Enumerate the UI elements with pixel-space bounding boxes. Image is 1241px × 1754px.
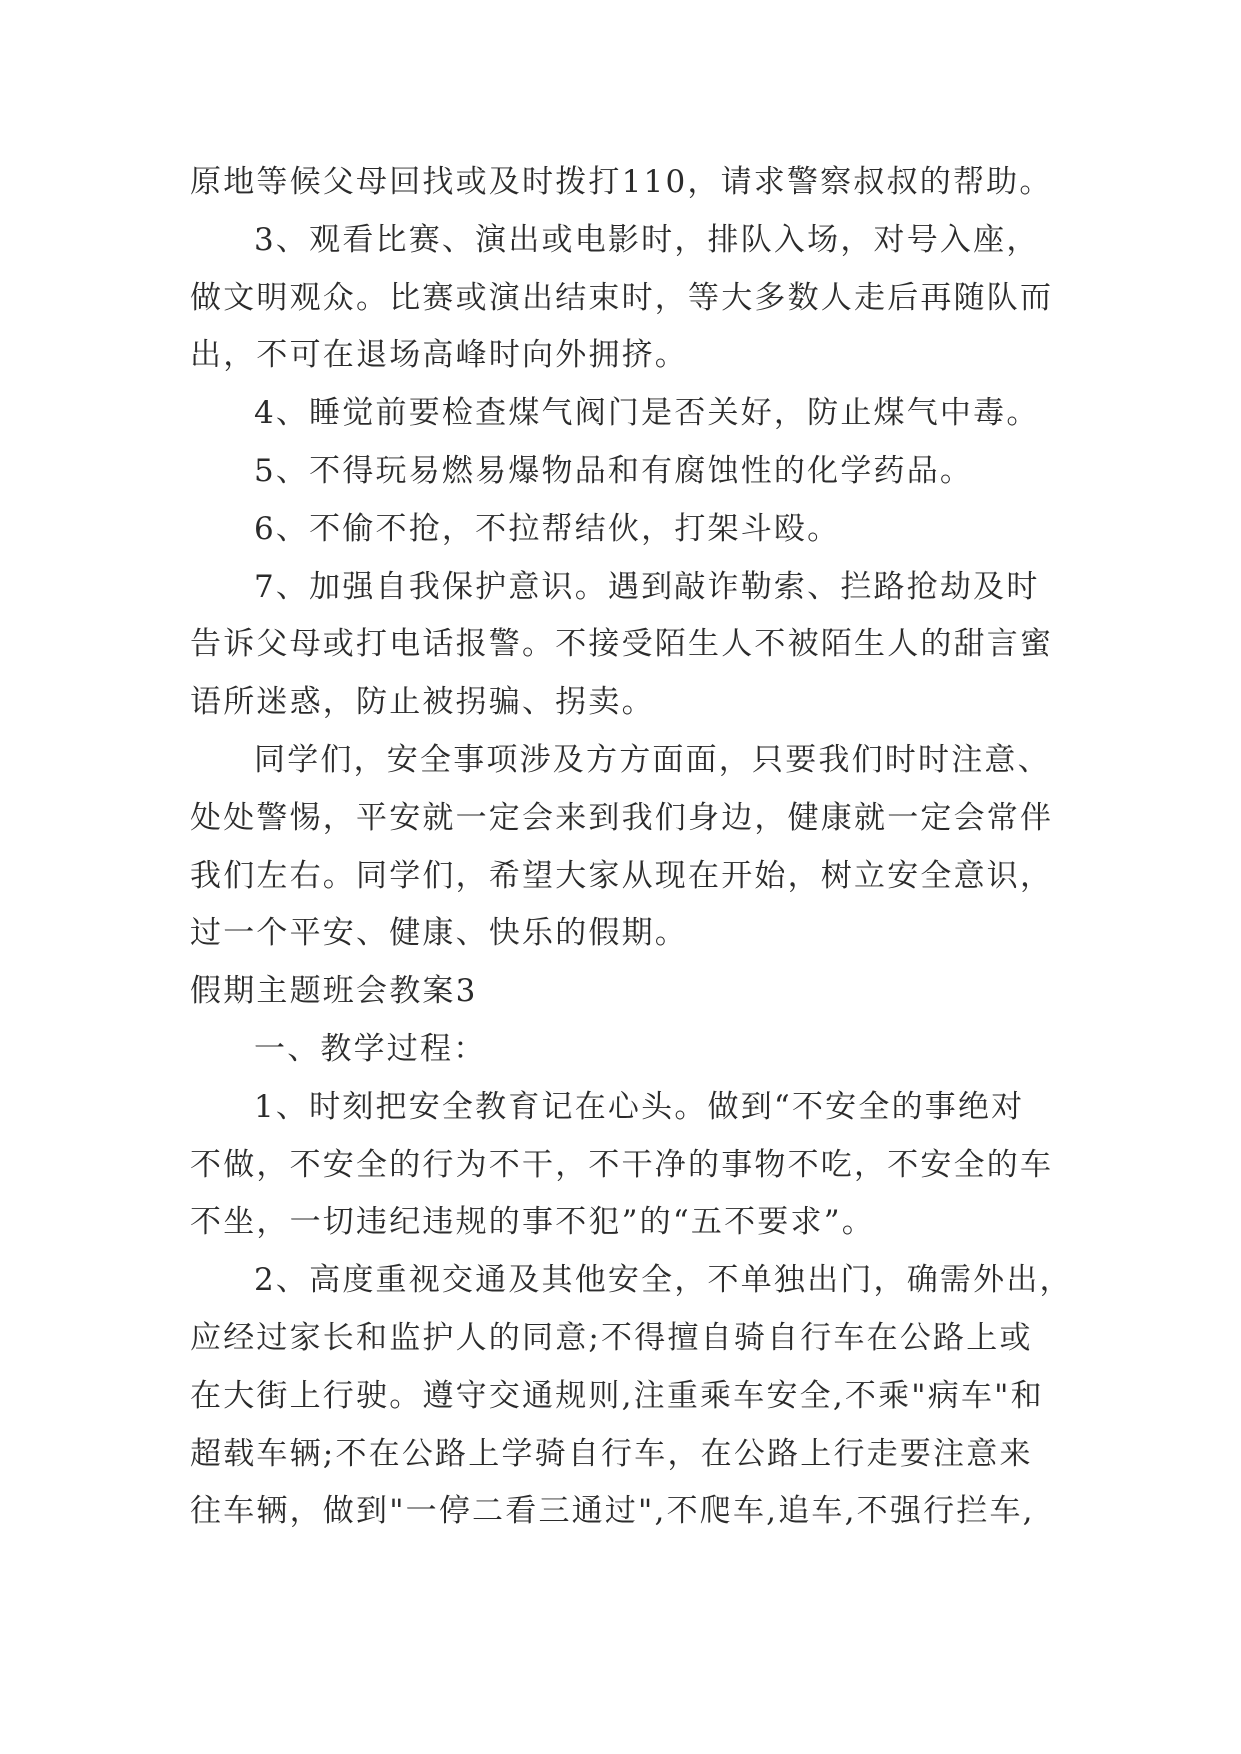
text-line: 出，不可在退场高峰时向外拥挤。	[190, 337, 688, 374]
text-line: 5、不得玩易燃易爆物品和有腐蚀性的化学药品。	[254, 452, 974, 489]
text-line: 超载车辆;不在公路上学骑自行车，在公路上行走要注意来	[190, 1435, 1033, 1472]
text-line: 过一个平安、健康、快乐的假期。	[190, 915, 688, 952]
text-line: 在大街上行驶。遵守交通规则,注重乘车安全,不乘"病车"和	[190, 1377, 1044, 1414]
text-line: 做文明观众。比赛或演出结束时，等大多数人走后再随队而	[190, 279, 1054, 316]
text-line: 我们左右。同学们，希望大家从现在开始，树立安全意识，	[190, 857, 1054, 894]
text-line: 6、不偷不抢，不拉帮结伙，打架斗殴。	[254, 510, 841, 547]
text-line: 原地等候父母回找或及时拨打110，请求警察叔叔的帮助。	[190, 164, 1053, 200]
text-line: 语所迷惑，防止被拐骗、拐卖。	[190, 684, 655, 721]
text-line: 2、高度重视交通及其他安全，不单独出门，确需外出，	[254, 1262, 1073, 1299]
text-line: 应经过家长和监护人的同意;不得擅自骑自行车在公路上或	[190, 1319, 1033, 1356]
section-heading: 假期主题班会教案3	[190, 973, 478, 1010]
document-body	[190, 154, 1073, 1541]
text-line: 往车辆，做到"一停二看三通过",不爬车,追车,不强行拦车,	[190, 1493, 1035, 1530]
text-line: 7、加强自我保护意识。遇到敲诈勒索、拦路抢劫及时	[254, 568, 1040, 605]
text-line: 一、教学过程：	[254, 1030, 487, 1067]
text-line: 不做，不安全的行为不干，不干净的事物不吃，不安全的车	[190, 1146, 1054, 1183]
text-line: 4、睡觉前要检查煤气阀门是否关好，防止煤气中毒。	[254, 395, 1040, 432]
text-line: 告诉父母或打电话报警。不接受陌生人不被陌生人的甜言蜜	[190, 626, 1054, 663]
text-line: 处处警惕，平安就一定会来到我们身边，健康就一定会常伴	[190, 799, 1054, 836]
text-line: 不坐，一切违纪违规的事不犯”的“五不要求”。	[190, 1204, 875, 1241]
text-line: 同学们，安全事项涉及方方面面，只要我们时时注意、	[254, 741, 1051, 778]
text-line: 3、观看比赛、演出或电影时，排队入场，对号入座，	[254, 221, 1040, 258]
text-line: 1、时刻把安全教育记在心头。做到“不安全的事绝对	[254, 1088, 1025, 1125]
